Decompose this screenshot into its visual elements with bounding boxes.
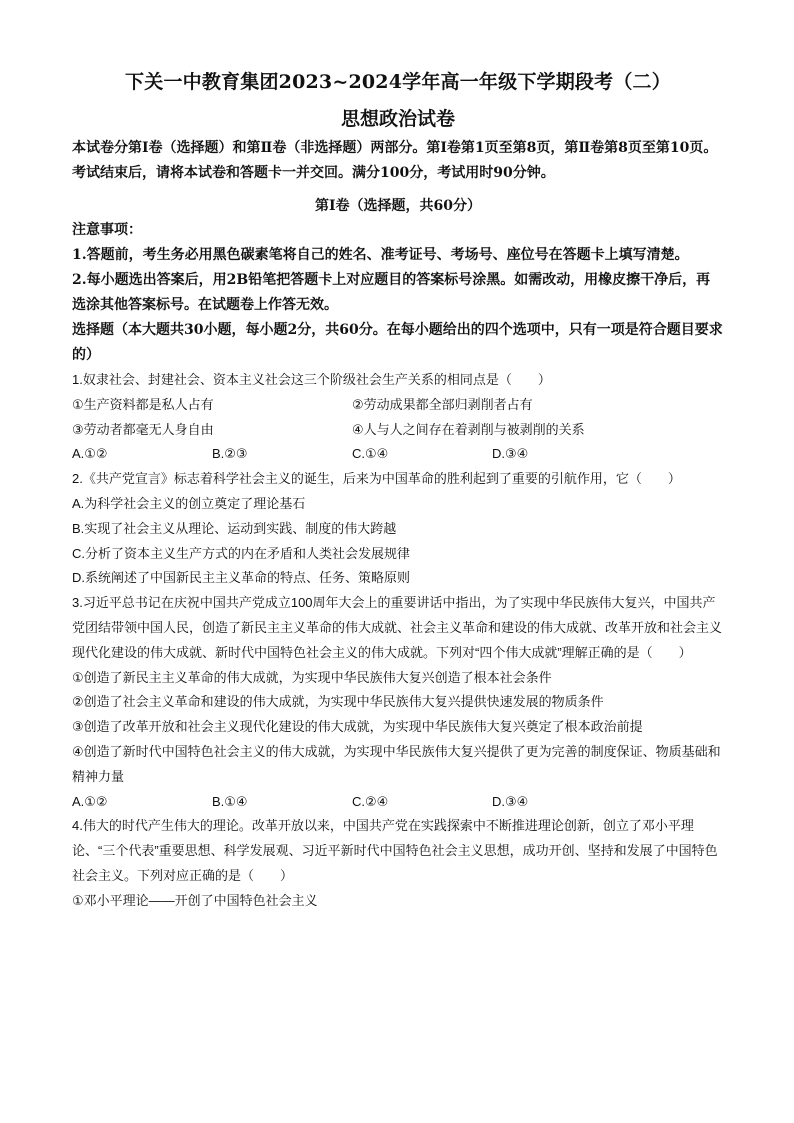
question-2 [72, 467, 724, 591]
statement: ④创造了新时代中国特色社会主义的伟大成就，为实现中华民族伟大复兴提供了更为完善的制度保证、物质基础和精神力量 [72, 743, 721, 784]
question-stem: 2.《共产党宣言》标志着科学社会主义的诞生，后来为中国革命的胜利起到了重要的引航作用，它（ ） [72, 471, 681, 487]
option-a: A.①② [72, 446, 108, 462]
statement-row [72, 393, 724, 418]
notes-title: 注意事项： [72, 222, 142, 238]
exam-title: 下关一中教育集团2023~2024学年高一年级下学期段考（二） [125, 71, 671, 93]
statement: ②创造了社会主义革命和建设的伟大成就，为实现中华民族伟大复兴提供快速发展的物质条件 [72, 694, 604, 710]
options-row [72, 442, 724, 467]
statement: ③创造了改革开放和社会主义现代化建设的伟大成就，为实现中华民族伟大复兴奠定了根本政治前提 [72, 719, 643, 735]
option-d: D.③④ [492, 446, 529, 462]
note-item: 1.答题前，考生务必用黑色碳素笔将自己的姓名、准考证号、考场号、座位号在答题卡上填写清楚。 [72, 247, 689, 263]
statement: ②劳动成果都全部归剥削者占有 [352, 396, 533, 412]
section-instruction: 选择题（本大题共30小题，每小题2分，共60分。在每小题给出的四个选项中，只有一项是符合题目要求的） [72, 322, 723, 363]
option-d: D.系统阐述了中国新民主主义革命的特点、任务、策略原则 [72, 570, 411, 586]
option-a: A.为科学社会主义的创立奠定了理论基石 [72, 495, 306, 511]
question-stem: 3.习近平总书记在庆祝中国共产党成立100周年大会上的重要讲话中指出，为了实现中华民族伟大复兴，中国共产党团结带领中国人民，创造了新民主主义革命的伟大成就、社会主义革命和建设的伟大成就、改革开放和社会主义现代化建设的伟大成就、新时代中国特色社会主义的伟大成就。下列对“四个伟大成就”理解正确的是（ ） [72, 595, 723, 660]
option-b: B.②③ [212, 446, 248, 462]
option-b: B.实现了社会主义从理论、运动到实践、制度的伟大跨越 [72, 520, 397, 536]
question-3 [72, 591, 724, 814]
option-a: A.①② [72, 793, 108, 809]
statement: ③劳动者都毫无人身自由 [72, 421, 214, 437]
option-d: D.③④ [492, 793, 529, 809]
question-1 [72, 368, 724, 467]
statement-row [72, 418, 724, 443]
question-stem: 4.伟大的时代产生伟大的理论。改革开放以来，中国共产党在实践探索中不断推进理论创新，创立了邓小平理论、“三个代表”重要思想、科学发展观、习近平新时代中国特色社会主义思想，成功开创、坚持和发展了中国特色社会主义。下列对应正确的是（ ） [72, 818, 718, 883]
part1-title: 第Ⅰ卷（选择题，共60分） [314, 198, 482, 214]
question-stem: 1.奴隶社会、封建社会、资本主义社会这三个阶级社会生产关系的相同点是（ ） [72, 372, 551, 387]
statement: ①创造了新民主主义革命的伟大成就，为实现中华民族伟大复兴创造了根本社会条件 [72, 669, 552, 685]
options-row [72, 790, 724, 815]
statement: ④人与人之间存在着剥削与被剥削的关系 [352, 421, 585, 437]
note-item: 2.每小题选出答案后，用2B铅笔把答题卡上对应题目的答案标号涂黑。如需改动，用橡皮擦干净后，再选涂其他答案标号。在试题卷上作答无效。 [72, 272, 711, 313]
question-4 [72, 814, 724, 913]
option-b: B.①④ [212, 793, 248, 809]
option-c: C.①④ [352, 446, 389, 462]
notes [72, 218, 724, 318]
statement: ①邓小平理论——开创了中国特色社会主义 [72, 892, 318, 908]
exam-subject: 思想政治试卷 [340, 108, 455, 130]
statement: ①生产资料都是私人占有 [72, 396, 214, 412]
exam-intro: 本试卷分第Ⅰ卷（选择题）和第Ⅱ卷（非选择题）两部分。第Ⅰ卷第1页至第8页，第Ⅱ卷第8页至第10页。考试结束后，请将本试卷和答题卡一并交回。满分100分，考试用时90分钟。 [72, 140, 718, 181]
option-c: C.分析了资本主义生产方式的内在矛盾和人类社会发展规律 [72, 545, 411, 561]
option-c: C.②④ [352, 793, 389, 809]
